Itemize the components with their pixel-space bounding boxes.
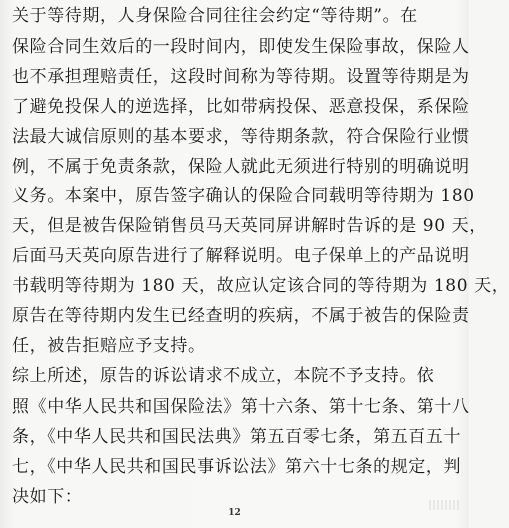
text-line: 条，《中华人民共和国民法典》第五百零七条，第五百五十 <box>12 427 462 447</box>
text-line: 例，不属于免责条款，保险人就此无须进行特别的明确说明 <box>12 157 470 177</box>
text-line: 法最大诚信原则的基本要求，等待期条款，符合保险行业惯 <box>12 127 470 147</box>
page-number: 12 <box>228 508 241 518</box>
text-line: 关于等待期，人身保险合同往往会约定“等待期”。在 <box>12 6 418 26</box>
text-line: 天，但是被告保险销售员马天英同屏讲解时告诉的是 90 天， <box>12 216 487 236</box>
text-line: 综上所述，原告的诉讼请求不成立，本院不予支持。依 <box>12 366 435 386</box>
text-line: 书载明等待期为 180 天，故应认定该合同的等待期为 180 天， <box>12 276 509 296</box>
text-line: 七，《中华人民共和国民事诉讼法》第六十七条的规定，判 <box>12 457 462 477</box>
text-line: 照《中华人民共和国保险法》第十六条、第十七条、第十八 <box>12 397 470 417</box>
text-line: 后面马天英向原告进行了解释说明。电子保单上的产品说明 <box>12 246 470 266</box>
text-line: 了避免投保人的逆选择，比如带病投保、恶意投保，系保险 <box>12 97 470 117</box>
text-line: 决如下： <box>12 487 83 507</box>
text-line: 也不承担理赔责任，这段时间称为等待期。设置等待期是为 <box>12 67 470 87</box>
text-line: 义务。本案中，原告签字确认的保险合同载明等待期为 180 <box>12 186 475 206</box>
text-line: 原告在等待期内发生已经查明的疾病，不属于被告的保险责 <box>12 306 470 326</box>
text-line: 保险合同生效后的一段时间内，即使发生保险事故，保险人 <box>12 37 470 57</box>
scan-artifact <box>429 500 459 510</box>
text-line: 任，被告拒赔应予支持。 <box>12 336 206 356</box>
